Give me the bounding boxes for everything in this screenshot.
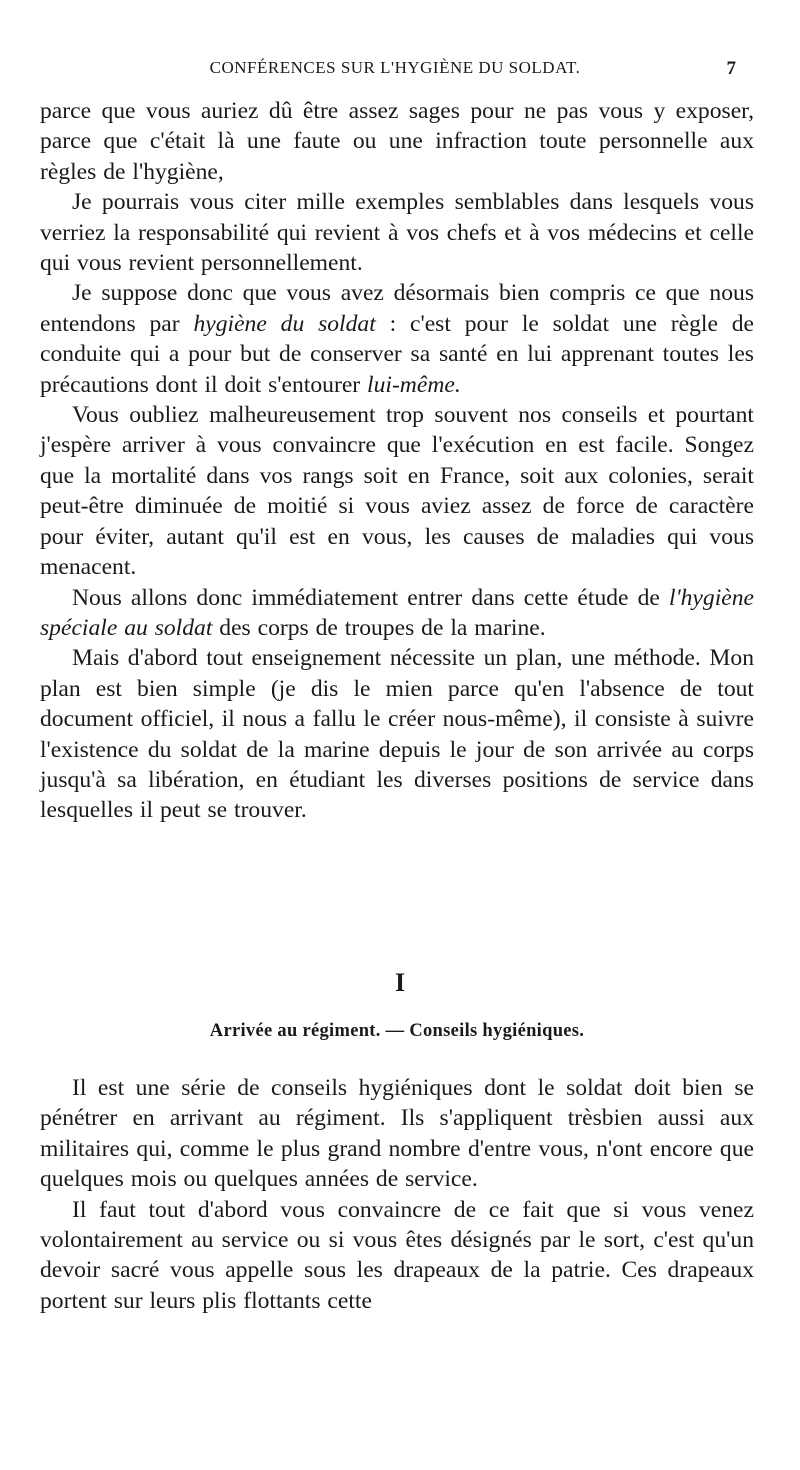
running-title: CONFÉRENCES SUR L'HYGIÈNE DU SOLDAT.	[209, 58, 581, 77]
paragraph-text: Je pourrais vous citer mille exemples semblables dans lesquels vous verriez la responsabilité qui revient à vos chefs et à vos médecins et celle qui vous revient personnellement.	[40, 189, 754, 277]
body-text-section-one	[40, 1073, 754, 1316]
italic-term: lui-même.	[367, 371, 461, 398]
paragraph	[40, 643, 754, 825]
paragraph-text: Vous oubliez malheureusement trop souvent nos conseils et pourtant j'espère arriver à vous convaincre que l'exécution en est facile. Songez que la mortalité dans vos rangs soit en France, soit aux colonies, serait peut-être diminuée de moitié si vous aviez assez de force de caractère pour éviter, autant qu'il est en vous, les causes de maladies qui vous menacent.	[40, 402, 754, 581]
paragraph	[40, 187, 754, 278]
page-number: 7	[726, 58, 736, 79]
paragraph-text: : c'est pour le soldat une règle de conduite qui a pour but de conserver sa santé en lui apprenant toutes les précautions dont il doit s'entourer	[40, 310, 755, 398]
paragraph-text: Il est une série de conseils hygiéniques dont le soldat doit bien se pénétrer en arrivant au régiment. Ils s'appliquent trèsbien aussi aux militaires qui, comme le plus grand nombre d'entre vous, n'ont encore que quelques mois ou quelques années de service.	[40, 1075, 754, 1193]
italic-term: l'hygiène spéciale au soldat	[40, 584, 754, 641]
running-header	[40, 58, 750, 88]
paragraph-text: Il faut tout d'abord vous convaincre de ce fait que si vous venez volontairement au service ou si vous êtes désignés par le sort, c'est qu'un devoir sacré vous appelle sous les drapeaux de la patrie. Ces drapeaux portent sur leurs plis flottants cette	[40, 1196, 754, 1314]
paragraph	[40, 278, 754, 400]
body-text-before-section	[40, 96, 754, 826]
paragraph-text: Mais d'abord tout enseignement nécessite un plan, une méthode. Mon plan est bien simple (je dis le mien parce qu'en l'absence de tout document officiel, il nous a fallu le créer nous-même), il consiste à suivre l'existence du soldat de la marine depuis le jour de son arrivée au corps jusqu'à sa libération, en étudiant les diverses positions de service dans lesquelles il peut se trouver.	[40, 645, 754, 824]
section-title: Arrivée au régiment. — Conseils hygiéniques.	[209, 1021, 585, 1041]
paragraph	[40, 583, 754, 644]
paragraph-text: Nous allons donc immédiatement entrer dans cette étude de	[72, 584, 670, 611]
paragraph	[40, 1073, 754, 1195]
italic-term: hygiène du soldat	[193, 310, 376, 337]
paragraph	[40, 1195, 754, 1317]
paragraph	[40, 96, 754, 187]
section-number: I	[394, 968, 406, 997]
paragraph-text: des corps de troupes de la marine.	[212, 614, 546, 641]
paragraph	[40, 400, 754, 582]
paragraph-text: parce que vous auriez dû être assez sages pour ne pas vous y exposer, parce que c'était là une faute ou une infraction toute personnelle aux règles de l'hygiène,	[40, 98, 754, 185]
paragraph-text: Je suppose donc que vous avez désormais bien compris ce que nous entendons par	[40, 280, 754, 337]
